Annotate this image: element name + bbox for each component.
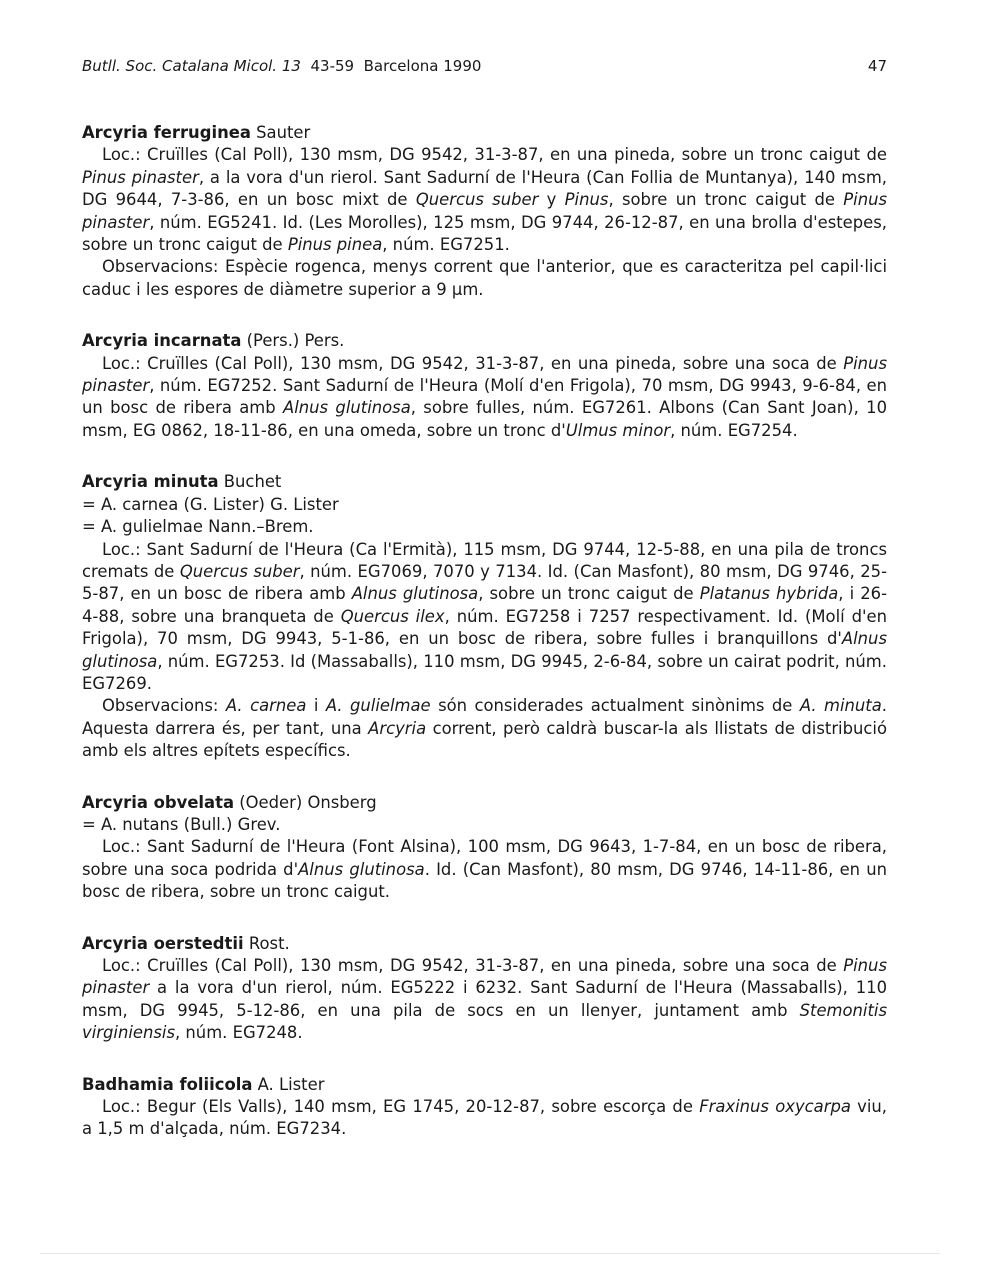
species-name: Arcyria minuta [82, 472, 219, 492]
species-localities: Loc.: Begur (Els Valls), 140 msm, EG 1745, 20-12-87, sobre escorça de Fraxinus oxycarpa viu, a 1,5 m d'alçada, núm. EG7234. [82, 1097, 888, 1139]
species-entry-arcyria-obvelata [82, 792, 887, 904]
species-author: Rost. [248, 933, 290, 953]
page-body [82, 56, 887, 1170]
species-name: Arcyria obvelata [82, 792, 235, 812]
species-author: Sauter [256, 123, 311, 142]
page-number: 47 [867, 57, 887, 75]
journal-volume: 13 [281, 57, 301, 75]
journal-place-year: Barcelona 1990 [363, 57, 482, 75]
species-name: Arcyria incarnata [82, 331, 242, 351]
species-author: (Pers.) Pers. [246, 331, 345, 351]
species-localities: Loc.: Cruïlles (Cal Poll), 130 msm, DG 9542, 31-3-87, en una pineda, sobre una soca de Pinus pinaster a la vora d'un rierol, núm. EG5222 i 6232. Sant Sadurní de l'Heura (Massaballs), 110 msm, DG 9945, 5-12-86, en una pila de socs en un llenyer, juntament amb Stemonitis virginiensis, núm. EG7248. [82, 956, 887, 1043]
species-localities: Loc.: Sant Sadurní de l'Heura (Ca l'Ermità), 115 msm, DG 9744, 12-5-88, en una pila de troncs cremats de Quercus suber, núm. EG7069, 7070 y 7134. Id. (Can Masfont), 80 msm, DG 9746, 25-5-87, en un bosc de ribera amb Alnus glutinosa, sobre un tronc caigut de Platanus hybrida, i 26-4-88, sobre una branqueta de Quercus ilex, núm. EG7258 i 7257 respectivament. Id. (Molí d'en Frigola), 70 msm, DG 9943, 5-1-86, en un bosc de ribera, sobre fulles i branquillons d'Alnus glutinosa, núm. EG7253. Id (Massaballs), 110 msm, DG 9945, 2-6-84, sobre un cairat podrit, núm. EG7269. [82, 539, 888, 693]
journal-pages: 43-59 [310, 57, 355, 75]
species-observations: Observacions: Espècie rogenca, menys corrent que l'anterior, que es caracteritza pel capil·lici caduc i les espores de diàmetre superior a 9 μm. [82, 257, 887, 299]
species-name: Arcyria oerstedtii [82, 933, 244, 953]
species-entry-badhamia-foliicola [82, 1074, 887, 1141]
page-bottom-edge [40, 1253, 940, 1254]
species-localities: Loc.: Cruïlles (Cal Poll), 130 msm, DG 9542, 31-3-87, en una pineda, sobre un tronc caigut de Pinus pinaster, a la vora d'un rierol. Sant Sadurní de l'Heura (Can Follia de Muntanya), 140 msm, DG 9644, 7-3-86, en un bosc mixt de Quercus suber y Pinus, sobre un tronc caigut de Pinus pinaster, núm. EG5241. Id. (Les Morolles), 125 msm, DG 9744, 26-12-87, en una brolla d'estepes, sobre un tronc caigut de Pinus pinea, núm. EG7251. [82, 145, 888, 255]
species-heading [82, 1074, 887, 1096]
species-name: Badhamia foliicola [82, 1074, 253, 1094]
species-author: Buchet [223, 472, 282, 492]
species-synonym: = A. nutans (Bull.) Grev. [82, 814, 281, 834]
species-entry-arcyria-minuta [82, 471, 887, 762]
species-synonym: = A. gulielmae Nann.–Brem. [82, 517, 314, 537]
species-heading [82, 933, 887, 955]
species-entry-arcyria-ferruginea [82, 122, 887, 301]
species-heading [82, 471, 887, 493]
species-entry-arcyria-oerstedtii [82, 933, 887, 1045]
running-header [82, 56, 887, 76]
species-entry-arcyria-incarnata [82, 330, 887, 442]
journal-name: Butll. Soc. Catalana Micol. [82, 57, 278, 75]
species-author: A. Lister [257, 1074, 325, 1094]
species-localities: Loc.: Cruïlles (Cal Poll), 130 msm, DG 9542, 31-3-87, en una pineda, sobre una soca de Pinus pinaster, núm. EG7252. Sant Sadurní de l'Heura (Molí d'en Frigola), 70 msm, DG 9943, 9-6-84, en un bosc de ribera amb Alnus glutinosa, sobre fulles, núm. EG7261. Albons (Can Sant Joan), 10 msm, EG 0862, 18-11-86, en una omeda, sobre un tronc d'Ulmus minor, núm. EG7254. [82, 353, 887, 440]
journal-citation [82, 56, 481, 76]
species-heading [82, 792, 887, 814]
species-name: Arcyria ferruginea [82, 123, 251, 142]
species-heading [82, 122, 887, 144]
species-author: (Oeder) Onsberg [239, 792, 377, 812]
species-localities: Loc.: Sant Sadurní de l'Heura (Font Alsina), 100 msm, DG 9643, 1-7-84, en un bosc de ribera, sobre una soca podrida d'Alnus glutinosa. Id. (Can Masfont), 80 msm, DG 9746, 14-11-86, en un bosc de ribera, sobre un tronc caigut. [82, 837, 887, 902]
species-synonym: = A. carnea (G. Lister) G. Lister [82, 494, 339, 514]
species-observations: Observacions: A. carnea i A. gulielmae són considerades actualment sinònims de A. minuta. Aquesta darrera és, per tant, una Arcyria corrent, però caldrà buscar-la als llistats de distribució amb els altres epítets específics. [82, 696, 887, 761]
species-heading [82, 330, 887, 352]
